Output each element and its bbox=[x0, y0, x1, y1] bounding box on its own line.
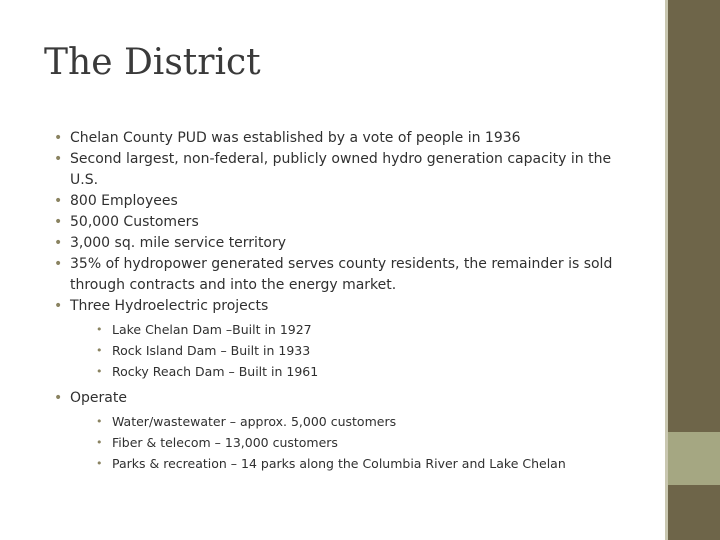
sub-bullet-text: Lake Chelan Dam –Built in 1927 bbox=[112, 322, 312, 337]
sub-bullet-item bbox=[70, 362, 642, 383]
bullet-dot-icon: • bbox=[96, 436, 103, 450]
bullet-dot-icon: • bbox=[96, 364, 103, 378]
bullet-text: 3,000 sq. mile service territory bbox=[70, 235, 287, 251]
bullet-dot-icon: • bbox=[54, 298, 63, 314]
sub-bullet-text: Parks & recreation – 14 parks along the Columbia River and Lake Chelan bbox=[112, 455, 566, 471]
bullet-item bbox=[52, 149, 642, 191]
sidebar-accent-block bbox=[668, 432, 720, 485]
bullet-list-container bbox=[52, 128, 642, 481]
sub-bullet-text: Water/wastewater – approx. 5,000 customers bbox=[112, 414, 397, 430]
bullet-dot-icon: • bbox=[96, 343, 103, 357]
bullet-dot-icon: • bbox=[54, 235, 63, 251]
bullet-dot-icon: • bbox=[54, 193, 63, 209]
sub-bullet-text: Fiber & telecom – 13,000 customers bbox=[112, 435, 338, 451]
bullet-text: 800 Employees bbox=[70, 193, 178, 209]
bullet-list bbox=[52, 128, 642, 475]
bullet-item bbox=[52, 212, 642, 233]
bullet-text: 35% of hydropower generated serves county residents, the remainder is sold through contracts and into the energy market. bbox=[70, 256, 613, 293]
sub-bullet-item bbox=[70, 433, 642, 454]
sub-bullet-text: Rock Island Dam – Built in 1933 bbox=[112, 342, 311, 358]
slide-title: The District bbox=[44, 42, 261, 83]
bullet-item bbox=[52, 191, 642, 212]
sub-bullet-list bbox=[70, 412, 642, 474]
bullet-item bbox=[52, 254, 642, 296]
sub-bullet-item bbox=[70, 454, 642, 475]
bullet-text: Three Hydroelectric projects bbox=[70, 298, 269, 314]
bullet-dot-icon: • bbox=[96, 415, 103, 429]
bullet-dot-icon: • bbox=[96, 323, 103, 336]
sub-bullet-text: Rocky Reach Dam – Built in 1961 bbox=[112, 363, 319, 379]
bullet-dot-icon: • bbox=[54, 151, 63, 167]
bullet-text: Operate bbox=[70, 390, 127, 407]
bullet-text: Chelan County PUD was established by a vote of people in 1936 bbox=[70, 130, 521, 146]
sub-bullet-item bbox=[70, 412, 642, 433]
bullet-dot-icon: • bbox=[96, 456, 103, 470]
sub-bullet-item bbox=[70, 320, 642, 341]
bullet-dot-icon: • bbox=[54, 130, 63, 146]
bullet-text: Second largest, non-federal, publicly owned hydro generation capacity in the U.S. bbox=[70, 151, 612, 188]
sub-bullet-list bbox=[70, 320, 642, 382]
bullet-dot-icon: • bbox=[54, 214, 63, 230]
bullet-item bbox=[52, 296, 642, 382]
bullet-dot-icon: • bbox=[54, 256, 63, 272]
sub-bullet-item bbox=[70, 341, 642, 362]
bullet-dot-icon: • bbox=[54, 390, 63, 407]
bullet-item bbox=[52, 128, 642, 149]
bullet-text: 50,000 Customers bbox=[70, 214, 199, 230]
bullet-item bbox=[52, 233, 642, 254]
bullet-item bbox=[52, 388, 642, 474]
